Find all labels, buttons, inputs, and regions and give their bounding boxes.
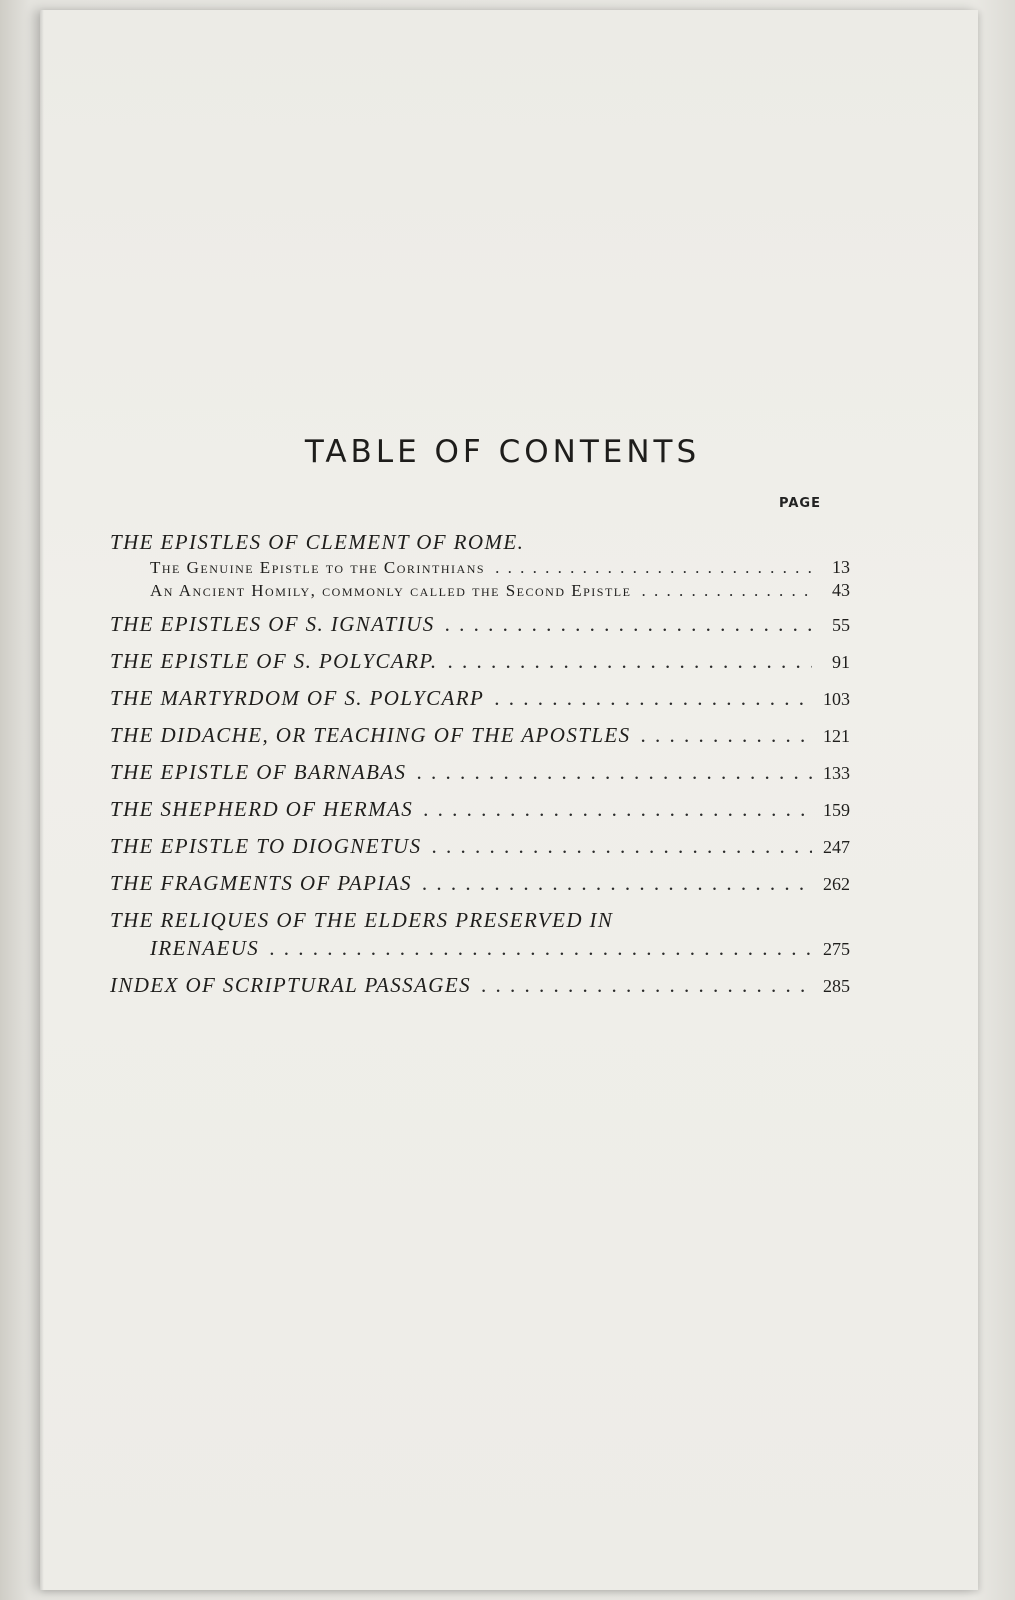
page-number: 13 [832, 557, 850, 577]
toc-entry-papias [110, 869, 850, 898]
toc-entry-elders [110, 906, 850, 963]
leader-dots [413, 795, 812, 823]
toc-entry-didache [110, 721, 850, 750]
leader-dots [412, 869, 812, 897]
toc-entry-polycarp-epistle [110, 647, 850, 676]
leader-dots [259, 934, 812, 962]
leader-dots [484, 684, 812, 712]
page-number: 91 [832, 652, 850, 672]
toc-subentry-label: An Ancient Homily, commonly called the Second Epistle [150, 581, 632, 600]
page-number: 285 [823, 976, 850, 996]
toc-subentry-label: The Genuine Epistle to the Corinthians [150, 558, 486, 577]
page-number: 133 [823, 763, 850, 783]
toc-entry-label-continuation: IRENAEUS [150, 936, 260, 960]
toc-entry-label: THE EPISTLES OF CLEMENT OF ROME. [110, 530, 525, 554]
page-gutter-shadow [40, 10, 44, 1590]
toc-entry-hermas [110, 795, 850, 824]
toc-entry-label: THE DIDACHE, OR TEACHING OF THE APOSTLES [110, 723, 631, 747]
page-number: 55 [832, 615, 850, 635]
page-number: 275 [823, 939, 850, 959]
page-number: 103 [823, 689, 850, 709]
toc-entry-label: THE MARTYRDOM OF S. POLYCARP [110, 686, 485, 710]
toc-subentry-homily [110, 579, 850, 602]
toc-entry-label: THE RELIQUES OF THE ELDERS PRESERVED IN [110, 908, 614, 932]
toc-entry-label: THE EPISTLE TO DIOGNETUS [110, 834, 422, 858]
toc-entry-label: INDEX OF SCRIPTURAL PASSAGES [110, 973, 471, 997]
page-number: 43 [832, 580, 850, 600]
toc-entry-label: THE EPISTLES OF S. IGNATIUS [110, 612, 435, 636]
toc-entry-label: THE EPISTLE OF S. POLYCARP. [110, 649, 438, 673]
table-of-contents [110, 528, 850, 1000]
toc-entry-barnabas [110, 758, 850, 787]
leader-dots [406, 758, 812, 786]
page-number: 247 [823, 837, 850, 857]
toc-entry-diognetus [110, 832, 850, 861]
toc-entry-polycarp-martyrdom [110, 684, 850, 713]
leader-dots [438, 647, 812, 675]
page-number: 159 [823, 800, 850, 820]
toc-entry-label: THE FRAGMENTS OF PAPIAS [110, 871, 412, 895]
leader-dots [631, 579, 812, 602]
leader-dots [471, 971, 812, 999]
leader-dots [435, 610, 812, 638]
leader-dots [485, 556, 812, 579]
toc-entry-label: THE SHEPHERD OF HERMAS [110, 797, 414, 821]
page-number: 262 [823, 874, 850, 894]
toc-entry-index [110, 971, 850, 1000]
book-page [40, 10, 978, 1590]
toc-entry-clement [110, 528, 850, 602]
leader-dots [631, 721, 812, 749]
leader-dots [422, 832, 813, 860]
page-title: TABLE OF CONTENTS [304, 434, 701, 470]
page-column-header: PAGE [779, 496, 821, 511]
toc-subentry-corinthians [110, 556, 850, 579]
toc-entry-label: THE EPISTLE OF BARNABAS [110, 760, 407, 784]
toc-entry-ignatius [110, 610, 850, 639]
page-number: 121 [823, 726, 850, 746]
